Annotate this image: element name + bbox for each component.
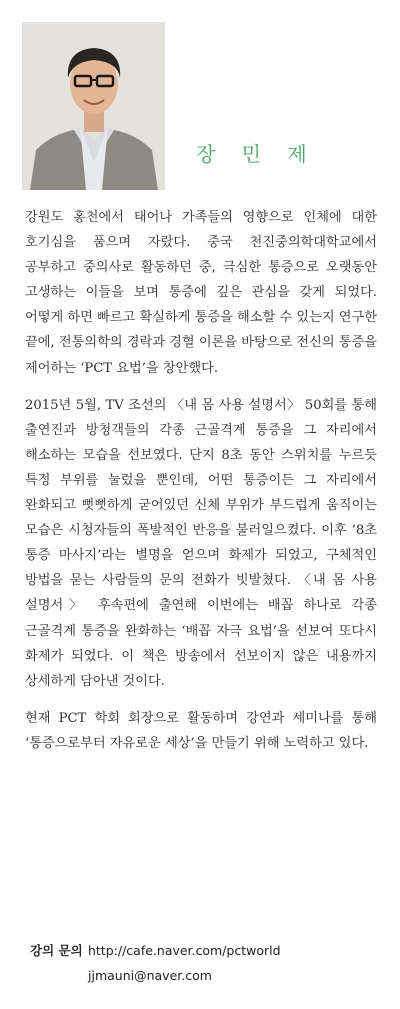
bio-paragraph: 강원도 홍천에서 태어나 가족들의 영향으로 인체에 대한 호기심을 품으며 자랐다. 중국 천진중의학대학교에서 공부하고 중의사로 활동하던 중, 극심한 통증으로 오랫동안 고생하는 이들을 보며 통증에 깊은 관심을 갖게 되었다. 어떻게 하면 빠르고 확실하게 통증을 해소할 수 있는지 연구한 끝에, 전통의학의 경락과 경혈 이론을 바탕으로 전신의 통증을 제어하는 ‘PCT 요법’을 창안했다.: [25, 210, 378, 376]
author-bio: [25, 205, 377, 768]
contact-email[interactable]: jjmauni@naver.com: [88, 968, 212, 983]
contact-row-url: [30, 938, 281, 963]
contact-info: [30, 938, 281, 988]
contact-row-email: [30, 963, 281, 988]
bio-paragraph: 2015년 5월, TV 조선의 〈내 몸 사용 설명서〉 50회를 통해 출연진과 방청객들의 각종 근골격계 통증을 그 자리에서 해소하는 모습을 선보였다. 단지 8초 동안 스위치를 누르듯 특정 부위를 눌렀을 뿐인데, 어떤 통증이든 그 자리에서 완화되고 뻣뻣하게 굳어있던 신체 부위가 부드럽게 움직이는 모습은 시청자들의 폭발적인 반응을 불러일으켰다. 이후 ‘8초 통증 마사지’라는 별명을 얻으며 화제가 되었고, 구체적인 방법을 묻는 사람들의 문의 전화가 빗발쳤다. 〈내 몸 사용 설명서〉 후속편에 출연해 이번에는 배꼽 하나로 각종 근골격계 통증을 완화하는 ‘배꼽 자극 요법’을 선보여 또다시 화제가 되었다. 이 책은 방송에서 선보이지 않은 내용까지 상세하게 담아낸 것이다.: [25, 397, 377, 689]
contact-url[interactable]: http://cafe.naver.com/pctworld: [88, 943, 281, 958]
bio-paragraph: 현재 PCT 학회 회장으로 활동하며 강연과 세미나를 통해 ‘통증으로부터 자유로운 세상’을 만들기 위해 노력하고 있다.: [25, 710, 377, 751]
author-name: 장 민 제: [196, 142, 317, 166]
contact-label: 강의 문의: [30, 943, 83, 958]
author-photo: [22, 22, 165, 190]
